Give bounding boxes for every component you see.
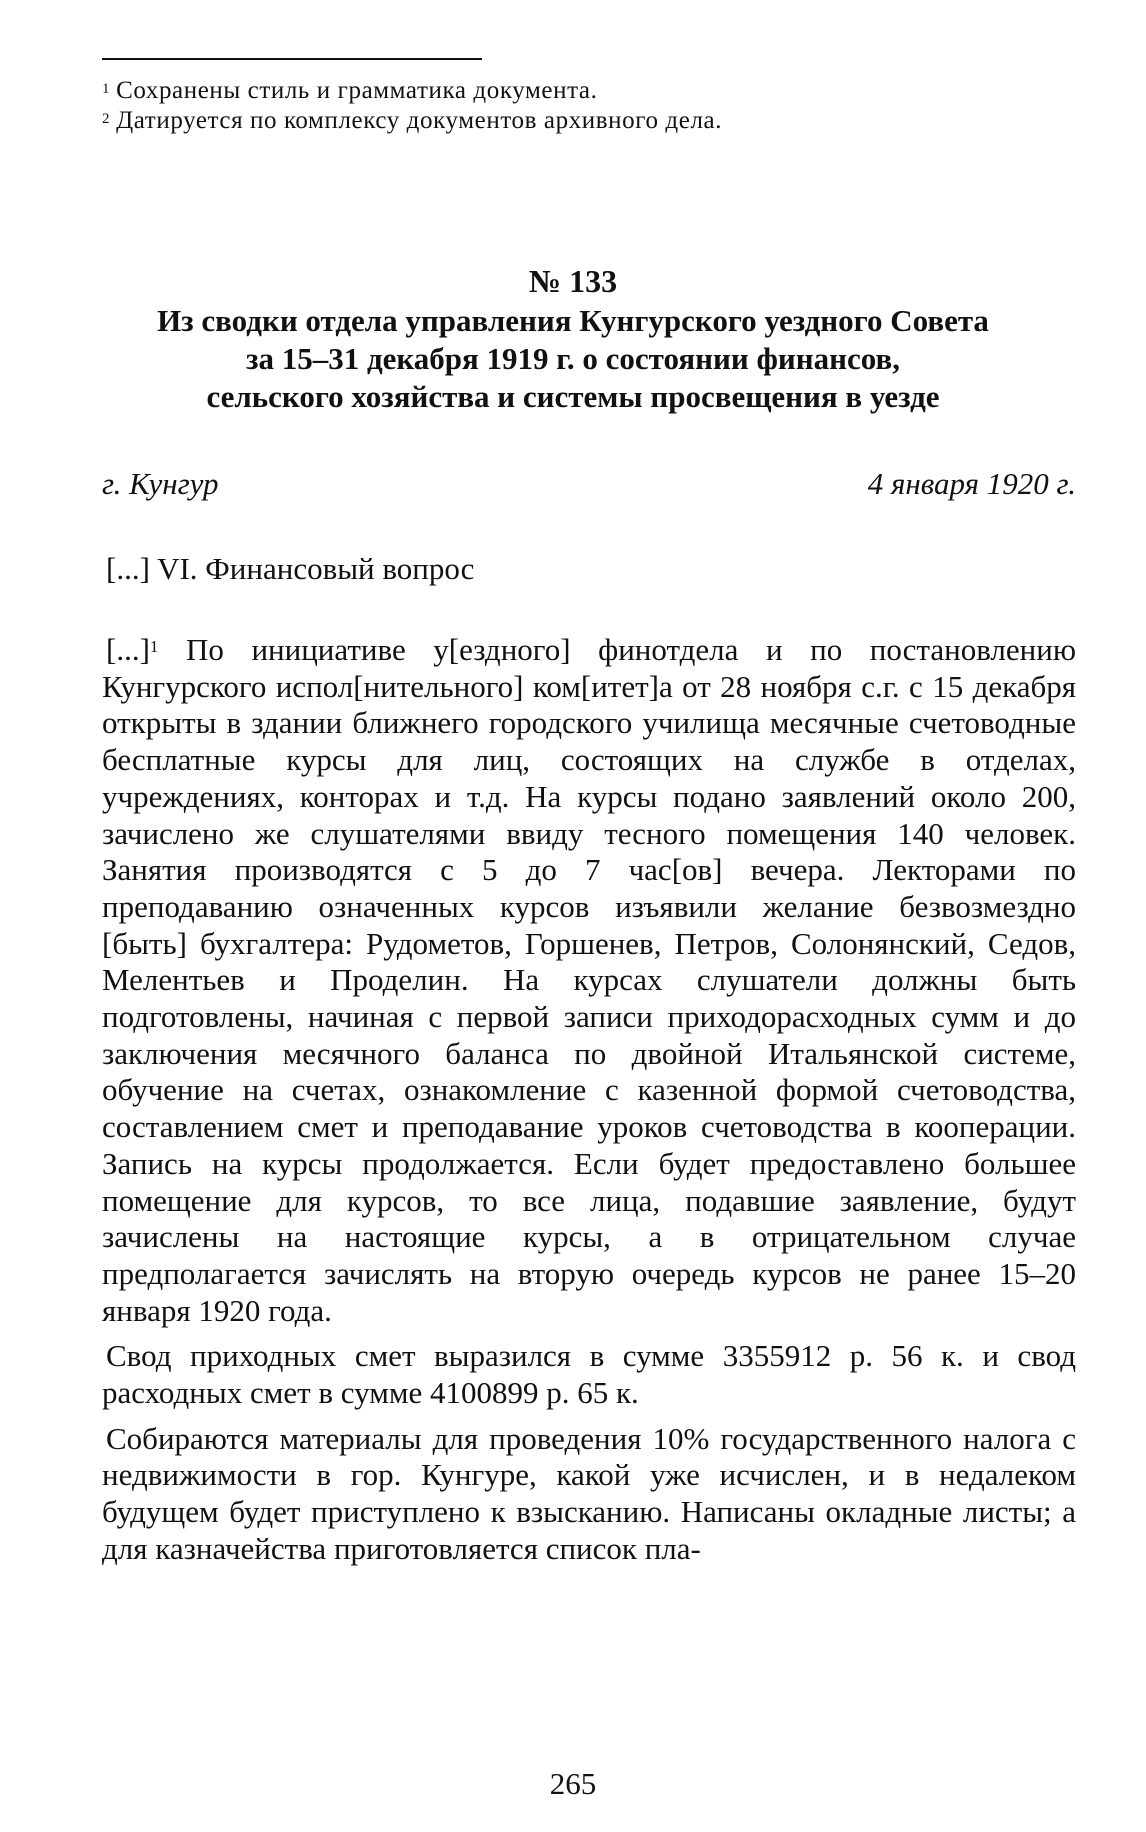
body-paragraph: Свод приходных смет выразился в сумме 3355912 р. 56 к. и свод расходных смет в сумме 4100899 р. 65 к. bbox=[102, 1338, 1076, 1411]
document-title-line: сельского хозяйства и системы просвещения в уезде bbox=[206, 379, 940, 414]
document-header bbox=[60, 262, 1086, 416]
document-place: г. Кунгур bbox=[102, 466, 219, 501]
paragraph-text: По инициативе у[ездного] финотдела и по постановлению Кунгурского испол[нительного] ком[итет]а от 28 ноября с.г. с 15 декабря открыты в здании ближнего городского училища месячные счетоводные бесплатные курсы для лиц, состоящих на службе в отделах, учреждениях, конторах и т.д. На курсы подано заявлений около 200, зачислено же слушателями ввиду тесного помещения 140 человек. Занятия производятся с 5 до 7 час[ов] вечера. Лекторами по преподаванию означенных курсов изъявили желание безвозмездно [быть] бухгалтера: Рудометов, Горшенев, Петров, Солонянский, Седов, Мелентьев и Проделин. На курсах слушатели должны быть подготовлены, начиная с первой записи приходорасходных сумм и до заключения месячного баланса по двойной Итальянской системе, обучение на счетах, ознакомление с казенной формой счетоводства, составлением смет и преподавание уроков счетоводства в кооперации. Запись на курсы продолжается. Если будет предоставлено большее помещение для курсов, то все лица, подавшие заявление, будут зачислены на настоящие курсы, а в отрицательном случае предполагается зачислять на вторую очередь курсов не ранее 15–20 января 1920 года. bbox=[102, 632, 1076, 1328]
document-date: 4 января 1920 г. bbox=[867, 466, 1076, 501]
footnote-reference: 1 bbox=[149, 637, 159, 656]
footnote-mark: 1 bbox=[102, 81, 111, 97]
section-heading: [...] VI. Финансовый вопрос bbox=[106, 551, 475, 586]
omission-mark: [...] bbox=[106, 632, 150, 667]
document-title-line: Из сводки отдела управления Кунгурского уездного Совета bbox=[157, 303, 989, 338]
footnote-2 bbox=[102, 106, 1062, 136]
footnote-mark: 2 bbox=[102, 111, 111, 127]
body-paragraph bbox=[102, 632, 1076, 1329]
body-paragraph: Собираются материалы для проведения 10% государственного налога с недвижимости в гор. Кунгуре, какой уже исчислен, и в недалеком будущем будет приступлено к взысканию. Написаны окладные листы; а для казначейства приготовляется список пла- bbox=[102, 1420, 1076, 1566]
footnote-1 bbox=[102, 76, 1062, 106]
footnote-text: Сохранены стиль и грамматика документа. bbox=[116, 77, 598, 104]
document-title-line: за 15–31 декабря 1919 г. о состоянии финансов, bbox=[246, 341, 900, 376]
document-body bbox=[102, 632, 1076, 1577]
footnote-separator bbox=[102, 58, 482, 60]
footnotes bbox=[102, 76, 1062, 136]
page-number: 265 bbox=[549, 1766, 597, 1801]
document-number: № 133 bbox=[528, 263, 618, 299]
footnote-text: Датируется по комплексу документов архивного дела. bbox=[116, 107, 723, 134]
